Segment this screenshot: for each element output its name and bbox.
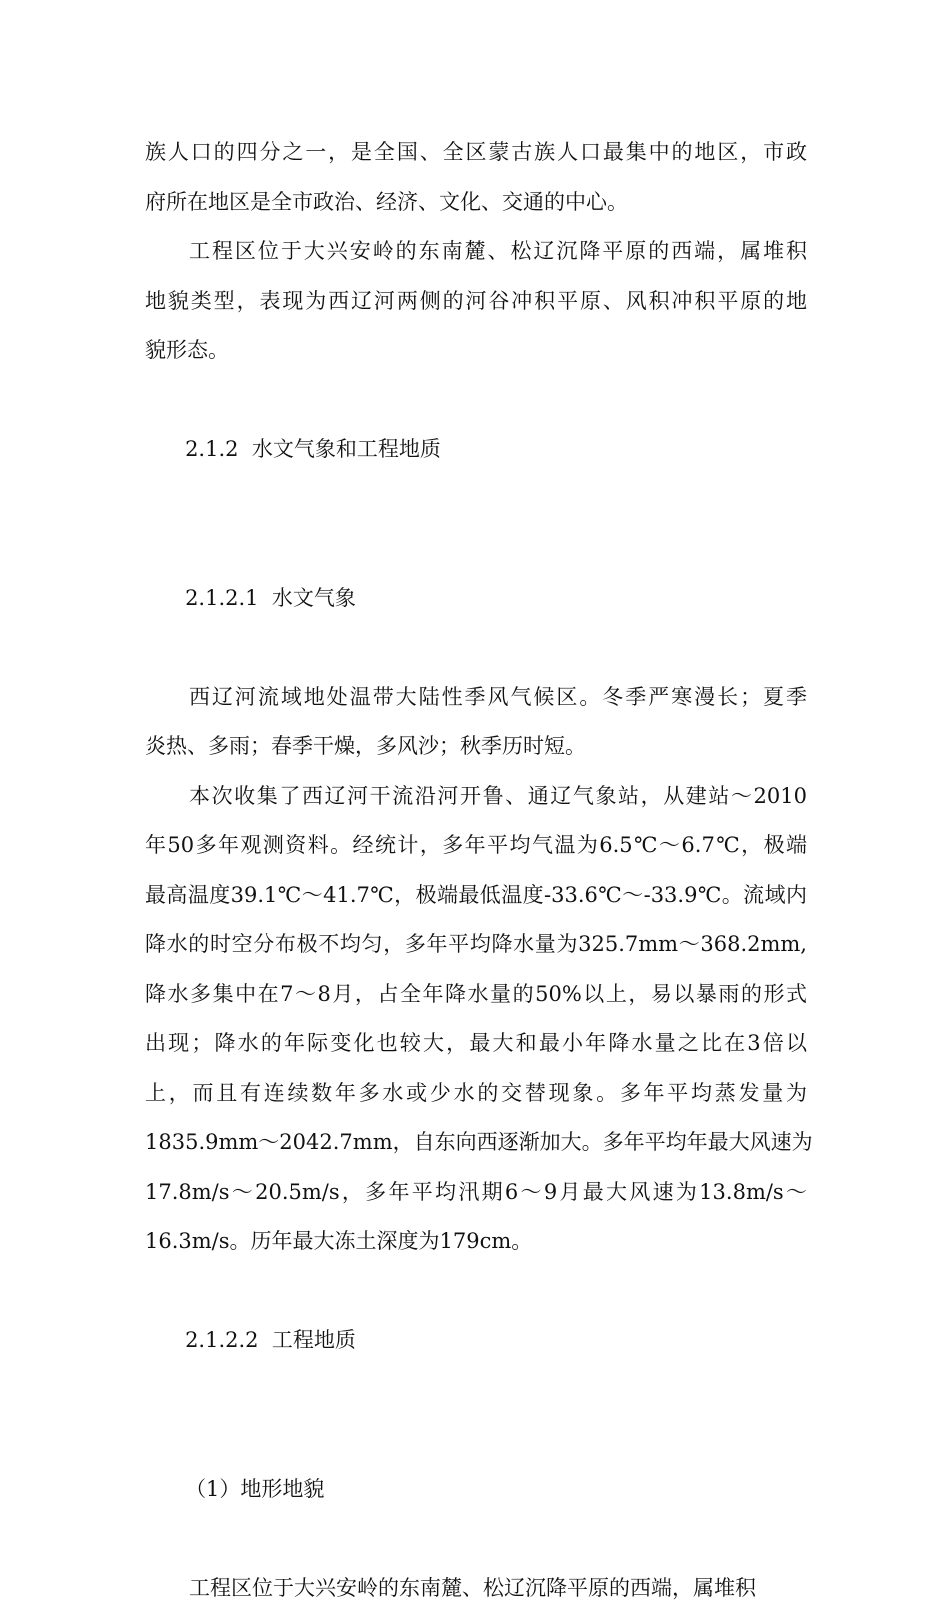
text-line: 降水多集中在7～8月，占全年降水量的50%以上，易以暴雨的形式 [145,970,807,1020]
text-line: 府所在地区是全市政治、经济、文化、交通的中心。 [145,178,807,228]
heading-text: 2.1.2.2 工程地质 [185,1328,356,1352]
section-heading-2-1-2 [145,376,807,525]
text-line: 16.3m/s。历年最大冻土深度为179cm。 [145,1217,807,1267]
section-heading-2-1-2-1 [145,524,807,673]
text-line: 1835.9mm～2042.7mm，自东向西逐渐加大。多年平均年最大风速为 [145,1118,807,1168]
text-line: 地貌类型，表现为西辽河两侧的河谷冲积平原、风积冲积平原的地 [145,277,807,327]
paragraph-landform [145,227,807,376]
text-line: 貌形态。 [145,326,807,376]
text-line: 族人口的四分之一，是全国、全区蒙古族人口最集中的地区，市政 [145,128,807,178]
text-line: 工程区位于大兴安岭的东南麓、松辽沉降平原的西端，属堆积 [145,1564,807,1613]
text-line: 年50多年观测资料。经统计，多年平均气温为6.5℃～6.7℃，极端 [145,821,807,871]
section-heading-2-1-2-2 [145,1267,807,1416]
text-line: 出现；降水的年际变化也较大，最大和最小年降水量之比在3倍以 [145,1019,807,1069]
heading-text: 2.1.2 水文气象和工程地质 [185,437,441,461]
text-line: 最高温度39.1℃～41.7℃，极端最低温度-33.6℃～-33.9℃。流域内 [145,871,807,921]
subheading-terrain [145,1415,807,1564]
document-body [145,128,807,1613]
paragraph-population [145,128,807,227]
text-line: 17.8m/s～20.5m/s，多年平均汛期6～9月最大风速为13.8m/s～ [145,1168,807,1218]
text-line: 工程区位于大兴安岭的东南麓、松辽沉降平原的西端，属堆积 [145,227,807,277]
paragraph-climate [145,673,807,772]
text-line: 炎热、多雨；春季干燥，多风沙；秋季历时短。 [145,722,807,772]
text-line: 降水的时空分布极不均匀，多年平均降水量为325.7mm～368.2mm, [145,920,807,970]
text-line: 上，而且有连续数年多水或少水的交替现象。多年平均蒸发量为 [145,1069,807,1119]
paragraph-meteorology-data [145,772,807,1267]
paragraph-terrain [145,1564,807,1613]
heading-text: 2.1.2.1 水文气象 [185,586,356,610]
text-line: 本次收集了西辽河干流沿河开鲁、通辽气象站，从建站～2010 [145,772,807,822]
subheading-text: （1）地形地貌 [185,1477,324,1501]
text-line: 西辽河流域地处温带大陆性季风气候区。冬季严寒漫长；夏季 [145,673,807,723]
